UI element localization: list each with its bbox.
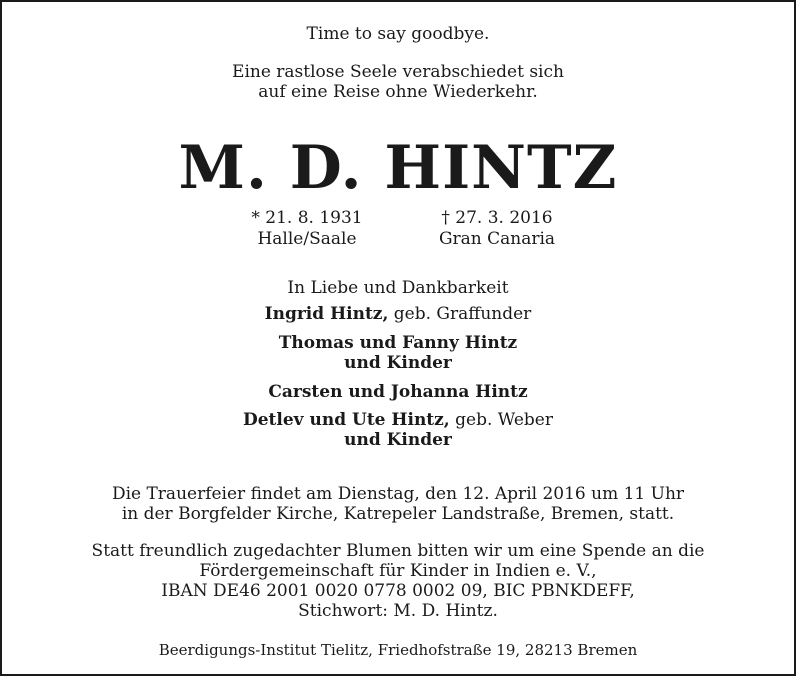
- service-line-2: in der Borgfelder Kirche, Katrepeler Landstraße, Bremen, statt.: [121, 504, 675, 524]
- donation-line-1: Statt freundlich zugedachter Blumen bitten wir um eine Spende an die: [91, 541, 705, 561]
- mourner-1: [2, 304, 794, 324]
- mourner-2: Thomas und Fanny Hintz: [278, 333, 518, 353]
- mourner-1-name: Ingrid Hintz,: [264, 304, 389, 324]
- mourner-4-maiden: geb. Weber: [449, 410, 553, 430]
- donation-line-2: Fördergemeinschaft für Kinder in Indien e. V.,: [199, 561, 597, 581]
- service-line-1: Die Trauerfeier findet am Dienstag, den 12. April 2016 um 11 Uhr: [111, 484, 685, 504]
- mourner-1-maiden: geb. Graffunder: [388, 304, 532, 324]
- intro-line-2: auf eine Reise ohne Wiederkehr.: [258, 82, 538, 102]
- mourner-4-children: und Kinder: [344, 430, 452, 450]
- mourner-2-children: und Kinder: [344, 353, 452, 373]
- donation-line-3: IBAN DE46 2001 0020 0778 0002 09, BIC PBNKDEFF,: [161, 581, 635, 601]
- mourner-4: [2, 410, 794, 430]
- birth-date: * 21. 8. 1931: [251, 208, 363, 228]
- death-date: † 27. 3. 2016: [441, 208, 553, 228]
- death-place: Gran Canaria: [438, 229, 556, 249]
- deceased-name: M. D. HINTZ: [178, 133, 618, 203]
- mourner-4-name: Detlev und Ute Hintz,: [243, 410, 450, 430]
- intro-line-1: Eine rastlose Seele verabschiedet sich: [232, 62, 564, 82]
- birth-place: Halle/Saale: [257, 229, 357, 249]
- death-block: [387, 208, 607, 250]
- undertaker: Beerdigungs-Institut Tielitz, Friedhofstraße 19, 28213 Bremen: [158, 641, 638, 659]
- donation-line-4: Stichwort: M. D. Hintz.: [298, 601, 498, 621]
- mourners-intro: In Liebe und Dankbarkeit: [287, 278, 509, 298]
- motto: Time to say goodbye.: [306, 24, 490, 44]
- birth-block: [197, 208, 417, 250]
- mourner-3: Carsten und Johanna Hintz: [268, 382, 528, 402]
